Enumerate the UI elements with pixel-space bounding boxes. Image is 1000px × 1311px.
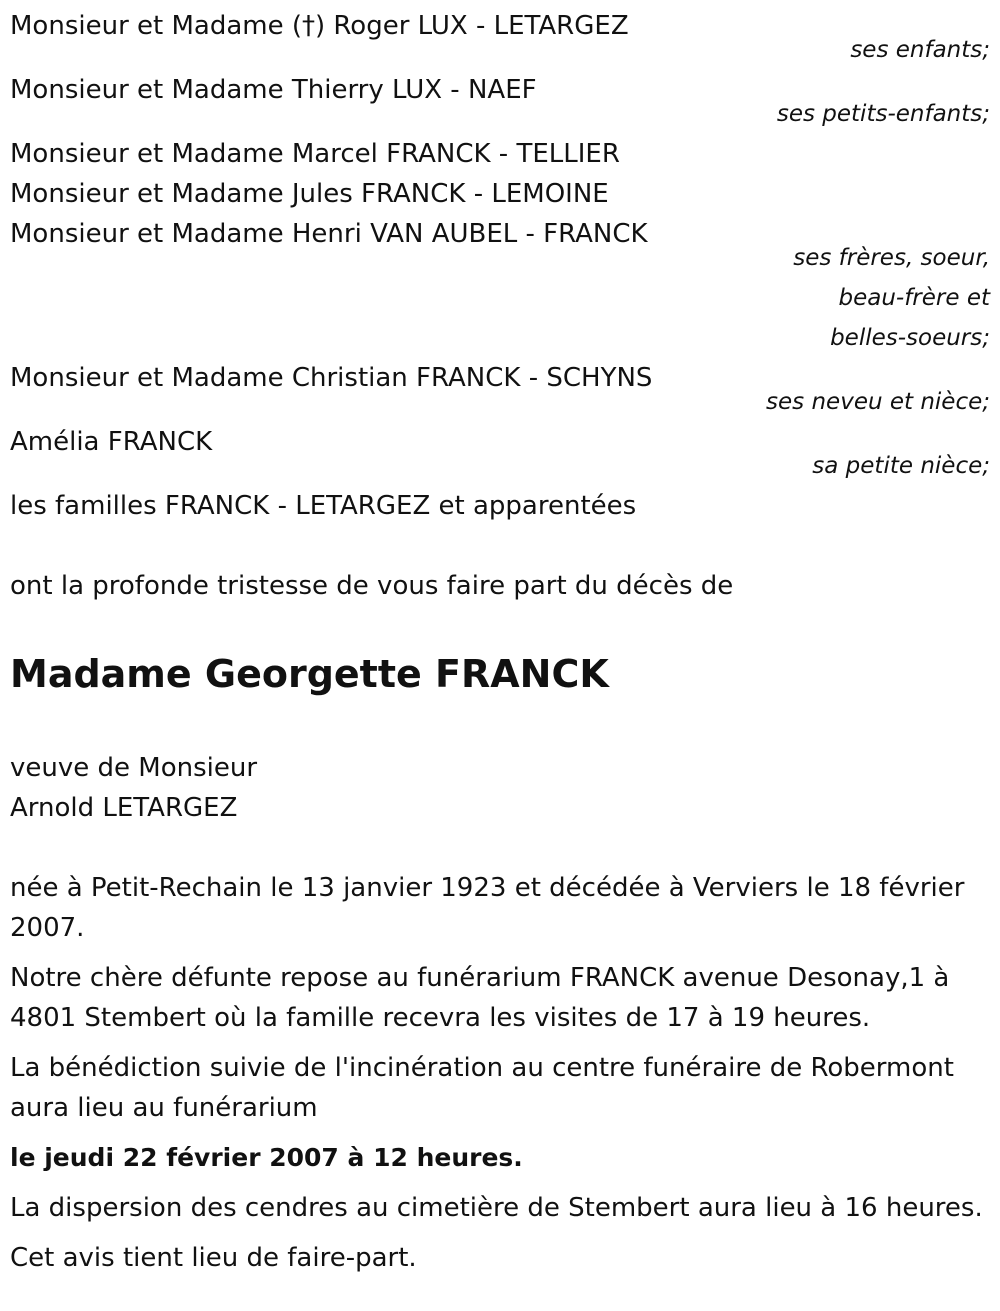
relation-line: ses frères, soeur, — [793, 245, 990, 271]
widow-of — [10, 748, 990, 828]
ceremony-date: le jeudi 22 février 2007 à 12 heures. — [10, 1143, 523, 1172]
family-group-siblings — [10, 134, 990, 358]
family-name-line: Monsieur et Madame Thierry LUX - NAEF — [10, 75, 537, 105]
family-group-relatives — [10, 486, 990, 526]
closing-note: Cet avis tient lieu de faire-part. — [10, 1243, 417, 1273]
family-name-line: les familles FRANCK - LETARGEZ et apparentées — [10, 491, 637, 521]
relation-label: ses petits-enfants; — [776, 101, 990, 127]
family-name-line: Amélia FRANCK — [10, 427, 213, 457]
family-name-line: Monsieur et Madame Henri VAN AUBEL - FRANCK — [10, 219, 648, 249]
family-name-line: Monsieur et Madame (†) Roger LUX - LETARGEZ — [10, 11, 629, 41]
repose-paragraph: Notre chère défunte repose au funérarium FRANCK avenue Desonay,1 à 4801 Stembert où la famille recevra les visites de 17 à 19 heures. — [10, 963, 950, 1033]
family-group-grandchildren — [10, 70, 990, 134]
birth-death-paragraph: née à Petit-Rechain le 13 janvier 1923 et décédée à Verviers le 18 février 2007. — [10, 873, 965, 943]
widow-line: Arnold LETARGEZ — [10, 793, 238, 823]
relation-line: belles-soeurs; — [830, 325, 990, 351]
ceremony-paragraph: La bénédiction suivie de l'incinération au centre funéraire de Robermont aura lieu au funérarium — [10, 1053, 954, 1123]
relation-label: ses neveu et nièce; — [766, 389, 990, 415]
widow-line: veuve de Monsieur — [10, 753, 258, 783]
family-group-children — [10, 0, 990, 70]
relation-label: ses enfants; — [850, 37, 990, 63]
relation-label: sa petite nièce; — [812, 453, 990, 479]
deceased-name: Madame Georgette FRANCK — [10, 652, 609, 696]
family-name-line: Monsieur et Madame Christian FRANCK - SCHYNS — [10, 363, 653, 393]
announcement-intro: ont la profonde tristesse de vous faire part du décès de — [10, 571, 734, 601]
relation-line: beau-frère et — [838, 285, 990, 311]
family-group-grandniece — [10, 422, 990, 486]
family-name-line: Monsieur et Madame Jules FRANCK - LEMOINE — [10, 179, 609, 209]
dispersion-paragraph: La dispersion des cendres au cimetière de Stembert aura lieu à 16 heures. — [10, 1193, 983, 1223]
relation-label — [10, 238, 990, 358]
family-name-line: Monsieur et Madame Marcel FRANCK - TELLIER — [10, 139, 620, 169]
family-group-nephew-niece — [10, 358, 990, 422]
